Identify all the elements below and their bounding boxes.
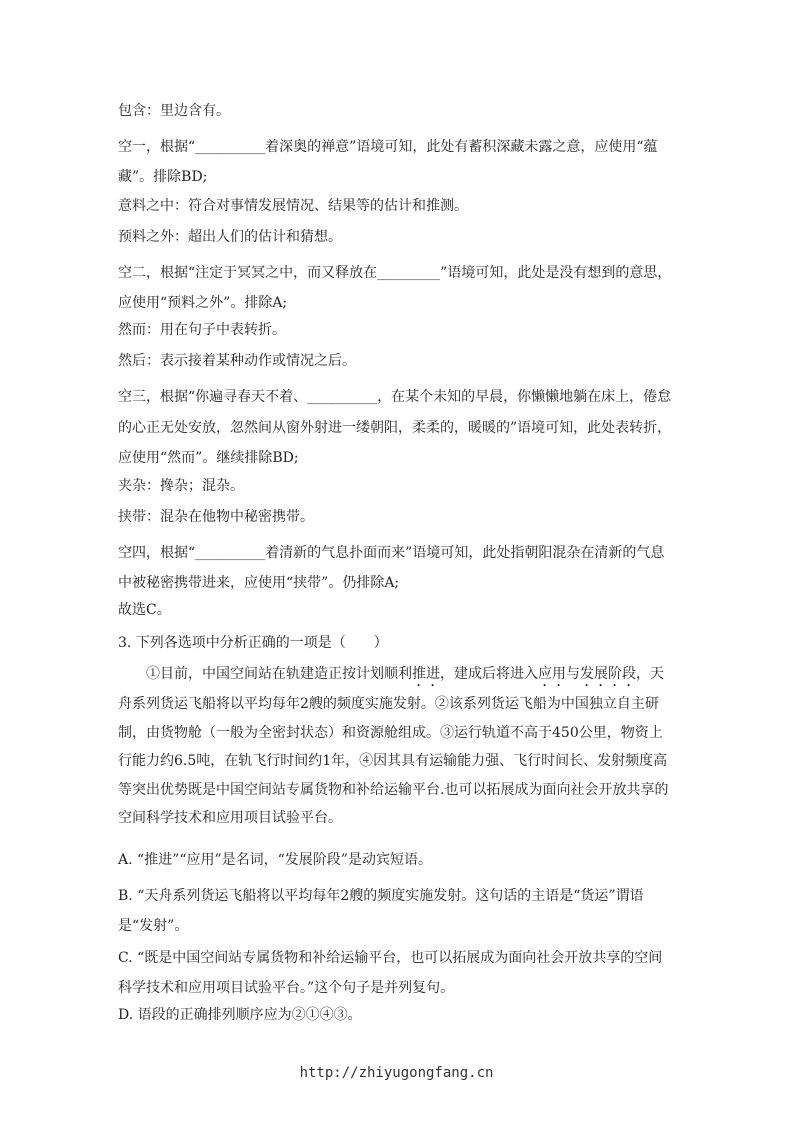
text-line: 然后：表示接着某种动作或情况之后。 [118, 353, 356, 369]
text-line: 空一，根据“__________着深奥的禅意”语境可知，此处有蓄积深藏未露之意，应使用“蕴藏”。排除BD; [118, 139, 658, 185]
text-line: 故选C。 [118, 602, 171, 618]
text-line: 意料之中：符合对事情发展情况、结果等的估计和推测。 [118, 198, 468, 214]
text-line: 空二，根据“注定于冥冥之中，而又释放在_________”语境可知，此处是没有想到的意思，应使用“预料之外”。排除A; [118, 265, 672, 311]
emphasis-text: 应用 [538, 666, 566, 682]
passage-text: ，天舟系列货运飞船将以平均每年2艘的频度实施发射。②该系列货运飞船为中国独立自主研制，由货物舱（一般为全密封状态）和资源舱组成。③运行轨道不高于450公里，物资上行能力约6.5吨，在轨飞行时间约1年，④因其具有运输能力强、飞行时间长、发射频度高等突出优势既是中国空间站专属货物和补给运输平台.也可以拓展成为面向社会开放共享的空间科学技术和应用项目试验平台。 [118, 666, 669, 826]
emphasis-text: 推进 [412, 666, 440, 682]
passage-text: 与 [566, 666, 580, 682]
passage-text: ，建成后将进入 [440, 666, 538, 682]
text-line: 挟带：混杂在他物中秘密携带。 [118, 509, 314, 525]
option-a: A. “推进”“应用”是名词，“发展阶段”是动宾短语。 [118, 852, 432, 868]
text-line: 空三，根据“你遍寻春天不着、__________，在某个未知的早晨，你懒懒地躺在床上，倦怠的心正无处安放，忽然间从窗外射进一缕朝阳，柔柔的，暖暖的”语境可知，此处表转折，应使用“然而”。继续排除BD; [118, 389, 672, 466]
text-line: 包含：里边含有。 [118, 103, 230, 119]
footer-url: http://zhiyugongfang.cn [299, 1065, 494, 1081]
text-line: 空四，根据“__________着清新的气息扑面而来”语境可知，此处指朝阳混杂在清新的气息中被秘密携带进来，应使用“挟带”。仍排除A; [118, 545, 665, 591]
emphasis-text: 发展阶段 [580, 666, 636, 682]
text-line: 夹杂：搀杂；混杂。 [118, 478, 244, 494]
question-stem: 3. 下列各选项中分析正确的一项是（ ） [118, 635, 388, 651]
option-d: D. 语段的正确排列顺序应为②①④③。 [118, 1007, 362, 1023]
passage-text: ①目前，中国空间站在轨建造正按计划顺利 [146, 666, 412, 682]
option-b: B. “天舟系列货运飞船将以平均每年2艘的频度实施发射。这句话的主语是“货运”谓语是“发射”。 [118, 888, 644, 934]
text-line: 预料之外：超出人们的估计和猜想。 [118, 229, 342, 245]
question-passage [118, 660, 676, 833]
option-c: C. “既是中国空间站专属货物和补给运输平台，也可以拓展成为面向社会开放共享的空间科学技术和应用项目试验平台。”这个句子是并列复句。 [118, 950, 663, 996]
text-line: 然而：用在句子中表转折。 [118, 322, 286, 338]
